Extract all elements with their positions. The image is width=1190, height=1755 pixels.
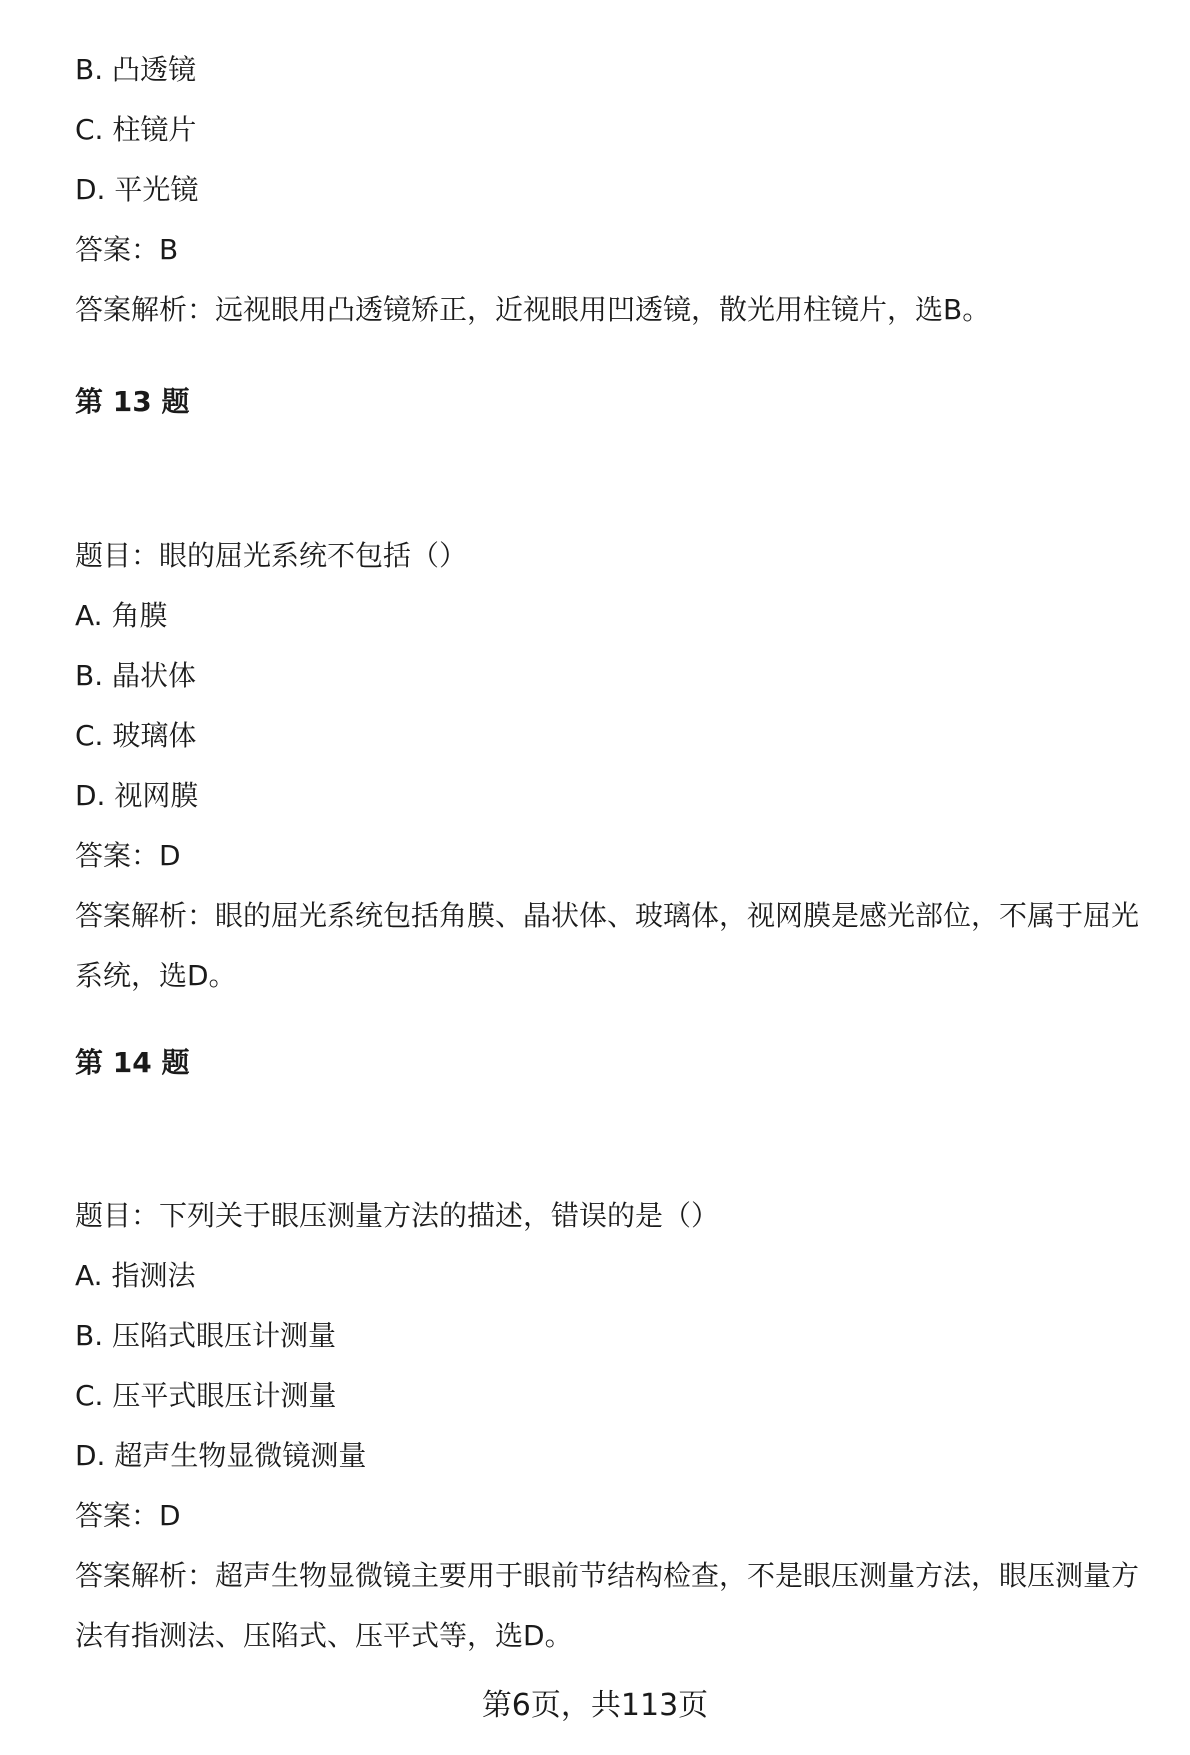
q13-option-c: C. 玻璃体 (75, 719, 197, 752)
q12-option-d: D. 平光镜 (75, 173, 199, 206)
q14-option-d: D. 超声生物显微镜测量 (75, 1439, 367, 1472)
q13-option-b: B. 晶状体 (75, 659, 197, 692)
q14-option-a: A. 指测法 (75, 1259, 196, 1292)
q14-question: 题目：下列关于眼压测量方法的描述，错误的是（） (75, 1199, 720, 1232)
q13-heading: 第 13 题 (75, 385, 190, 418)
q12-answer: 答案：B (75, 233, 179, 266)
q14-option-c: C. 压平式眼压计测量 (75, 1379, 337, 1412)
q14-answer: 答案：D (75, 1499, 181, 1532)
page-number-footer: 第6页，共113页 (481, 1688, 709, 1723)
q13-option-a: A. 角膜 (75, 599, 168, 632)
q12-option-b: B. 凸透镜 (75, 53, 197, 86)
q13-explanation: 答案解析：眼的屈光系统包括角膜、晶状体、玻璃体，视网膜是感光部位，不属于屈光系统，选D。 (75, 899, 1140, 992)
q13-option-d: D. 视网膜 (75, 779, 199, 812)
q13-answer: 答案：D (75, 839, 181, 872)
q14-heading: 第 14 题 (75, 1046, 190, 1079)
q12-option-c: C. 柱镜片 (75, 113, 197, 146)
q14-explanation: 答案解析：超声生物显微镜主要用于眼前节结构检查，不是眼压测量方法，眼压测量方法有指测法、压陷式、压平式等，选D。 (75, 1559, 1140, 1652)
q13-question: 题目：眼的屈光系统不包括（） (75, 539, 468, 572)
q12-explanation: 答案解析：远视眼用凸透镜矫正，近视眼用凹透镜，散光用柱镜片，选B。 (75, 293, 991, 326)
q14-option-b: B. 压陷式眼压计测量 (75, 1319, 337, 1352)
